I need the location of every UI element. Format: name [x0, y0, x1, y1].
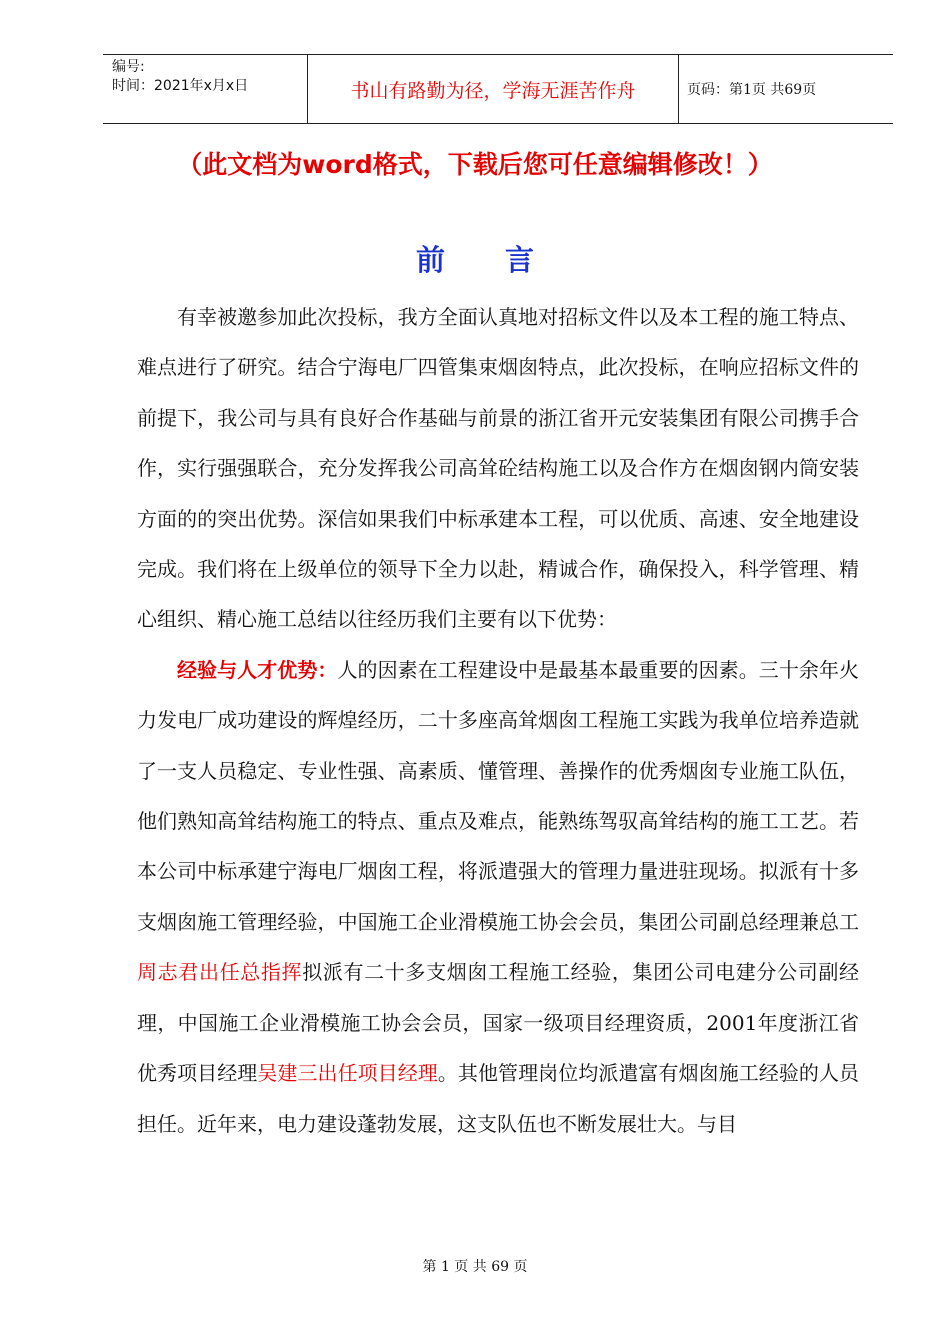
advantage-text-b: 拟派有二十多支烟囱工程施工经验，集团公司电建分公司副经理，中国施工企业滑模施工协会会员，国家一级项目经理资质，2001年度浙江省优秀项目经理: [137, 960, 860, 1086]
paragraph-advantage: [137, 645, 859, 1149]
header-page-info: 页码：第1页 共69页: [687, 82, 817, 98]
header-meta: [103, 55, 308, 123]
advantage-heading: 经验与人才优势：: [177, 657, 338, 682]
advantage-text-c: 。其他管理岗位均派遣富有烟囱施工经验的人员担任。近年来，电力建设蓬勃发展，这支队伍也不断发展壮大。与目: [137, 1061, 860, 1136]
highlight-manager: 吴建三出任项目经理: [257, 1061, 438, 1086]
highlight-commander: 周志君出任总指挥: [137, 960, 303, 985]
format-notice: （此文档为word格式，下载后您可任意编辑修改！）: [177, 150, 773, 179]
document-number-label: 编号:: [112, 59, 145, 75]
page-footer: 第 1 页 共 69 页: [422, 1259, 528, 1275]
document-body: [137, 292, 859, 1149]
header-motto: 书山有路勤为径，学海无涯苦作舟: [308, 55, 679, 123]
page-header: [103, 54, 893, 124]
advantage-text-a: 人的因素在工程建设中是最基本最重要的因素。三十余年火力发电厂成功建设的辉煌经历，二十多座高耸烟囱工程施工实践为我单位培养造就了一支人员稳定、专业性强、高素质、懂管理、善操作的优秀烟囱专业施工队伍，他们熟知高耸结构施工的特点、重点及难点，能熟练驾驭高耸结构的施工工艺。若本公司中标承建宁海电厂烟囱工程，将派遣强大的管理力量进驻现场。拟派有十多支烟囱施工管理经验，中国施工企业滑模施工协会会员，集团公司副总经理兼总工: [137, 657, 860, 934]
section-title: 前言: [415, 243, 594, 277]
document-time: 时间：2021年x月x日: [112, 78, 249, 94]
paragraph-intro: 有幸被邀参加此次投标，我方全面认真地对招标文件以及本工程的施工特点、难点进行了研究。结合宁海电厂四管集束烟囱特点，此次投标，在响应招标文件的前提下，我公司与具有良好合作基础与前景的浙江省开元安装集团有限公司携手合作，实行强强联合，充分发挥我公司高耸砼结构施工以及合作方在烟囱钢内筒安装方面的的突出优势。深信如果我们中标承建本工程，可以优质、高速、安全地建设完成。我们将在上级单位的领导下全力以赴，精诚合作，确保投入，科学管理、精心组织、精心施工总结以往经历我们主要有以下优势：: [137, 305, 859, 632]
